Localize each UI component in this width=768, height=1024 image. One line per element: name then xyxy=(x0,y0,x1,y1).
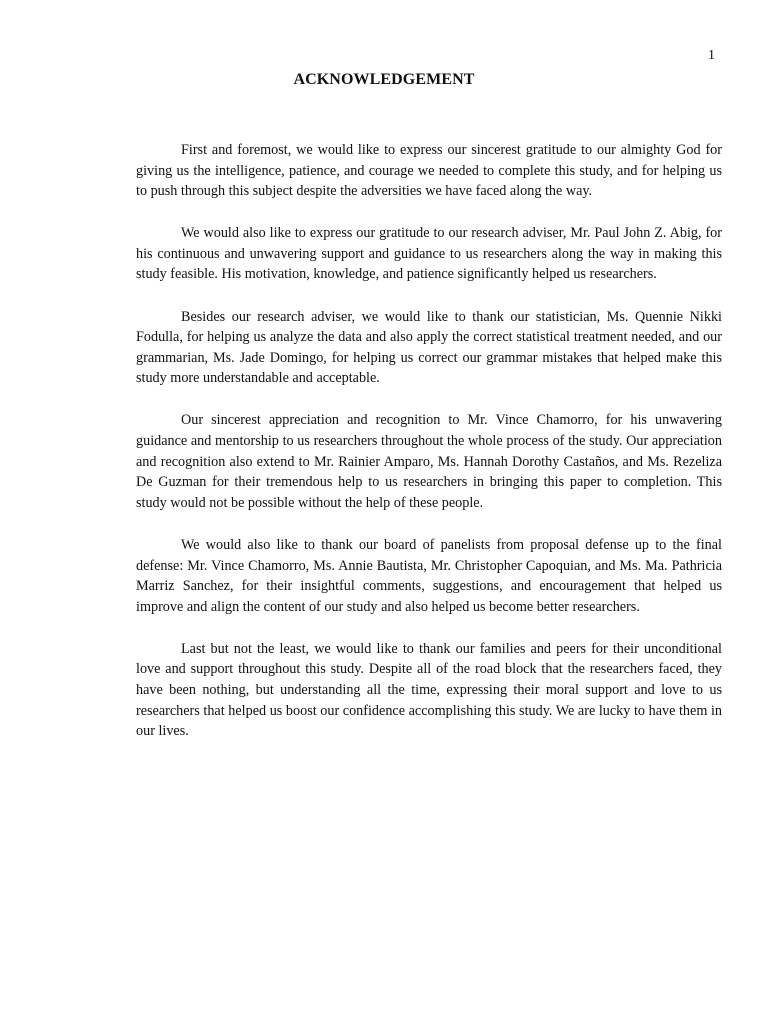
paragraph-statistician-grammarian: Besides our research adviser, we would like to thank our statistician, Ms. Quennie Nikki Fodulla, for helping us analyze the data and also apply the correct statistical treatment needed, and our grammarian, Ms. Jade Domingo, for helping us correct our grammar mistakes that helped make this study more understandable and acceptable. xyxy=(136,308,722,387)
paragraph-families: Last but not the least, we would like to thank our families and peers for their unconditional love and support throughout this study. Despite all of the road block that the researchers faced, they have been nothing, but understanding all the time, expressing their moral support and love to us researchers that helped us boost our confidence accomplishing this study. We are lucky to have them in our lives. xyxy=(136,640,722,740)
document-title: ACKNOWLEDGEMENT xyxy=(293,71,475,88)
paragraph-panelists: We would also like to thank our board of panelists from proposal defense up to the final defense: Mr. Vince Chamorro, Ms. Annie Bautista, Mr. Christopher Capoquian, and Ms. Ma. Pathricia Marriz Sanchez, for their insightful comments, suggestions, and encouragement that helped us improve and align the content of our study and also helped us become better researchers. xyxy=(136,536,722,615)
page-number: 1 xyxy=(708,48,715,63)
document-body xyxy=(136,140,722,763)
paragraph-adviser: We would also like to express our gratitude to our research adviser, Mr. Paul John Z. Abig, for his continuous and unwavering support and guidance to us researchers along the way in making this study feasible. His motivation, knowledge, and patience significantly helped us researchers. xyxy=(136,225,722,283)
paragraph-god: First and foremost, we would like to express our sincerest gratitude to our almighty God for giving us the intelligence, patience, and courage we needed to complete this study, and for helping us to push through this subject despite the adversities we have faced along the way. xyxy=(136,142,722,200)
paragraph-mentors: Our sincerest appreciation and recognition to Mr. Vince Chamorro, for his unwavering guidance and mentorship to us researchers throughout the whole process of the study. Our appreciation and recognition also extend to Mr. Rainier Amparo, Ms. Hannah Dorothy Castaños, and Ms. Rezeliza De Guzman for their tremendous help to us researchers in bringing this paper to completion. This study would not be possible without the help of these people. xyxy=(136,412,722,511)
